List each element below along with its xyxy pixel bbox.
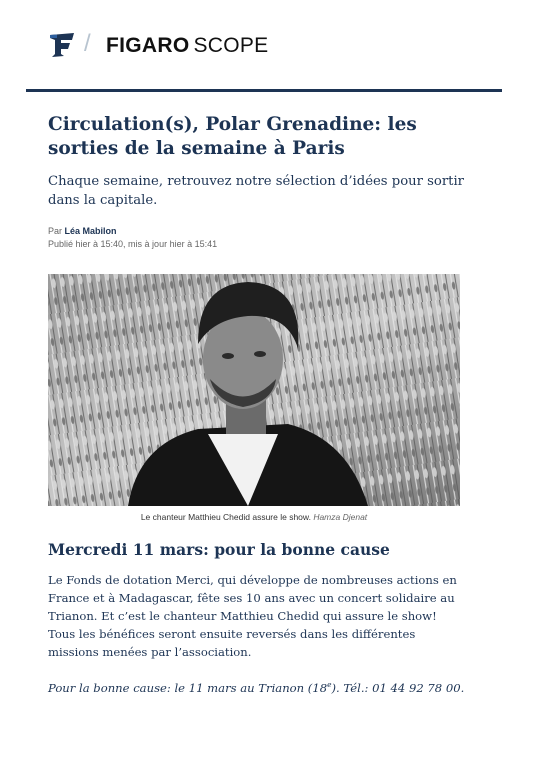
- event-info-sup: e: [327, 680, 332, 689]
- byline: [48, 225, 217, 251]
- author-link[interactable]: Léa Mabilon: [64, 226, 117, 236]
- photo-illustration: [48, 274, 460, 506]
- article-photo: [48, 274, 460, 506]
- article-lede: Chaque semaine, retrouvez notre sélection d’idées pour sortir dans la capitale.: [48, 174, 464, 208]
- byline-prefix: Par: [48, 226, 63, 236]
- event-info-phone: ). Tél.: 01 44 92 78 00.: [331, 680, 465, 695]
- brand-name-bold: FIGARO: [106, 34, 190, 57]
- photo-credit: Hamza Djenat: [313, 512, 368, 522]
- section-body: Le Fonds de dotation Merci, qui développe de nombreuses actions en France et à Madagascar, fête ses 10 ans avec un concert solidaire au Trianon. Et c’est le chanteur Matthieu Chedid qui assure le show! Tous les bénéfices seront ensuite reversés dans les différentes missions menées par l’association.: [48, 573, 457, 659]
- event-info: [48, 676, 464, 697]
- publish-date: Publié hier à 15:40, mis à jour hier à 15:41: [48, 239, 218, 249]
- brand-logo[interactable]: [106, 34, 269, 58]
- photo-caption: [48, 512, 460, 522]
- header-divider: [26, 89, 502, 92]
- event-info-text: Pour la bonne cause: le 11 mars au Trianon (18: [48, 680, 328, 695]
- logo-separator: /: [84, 30, 91, 57]
- site-header: [0, 0, 553, 90]
- caption-text: Le chanteur Matthieu Chedid assure le show.: [140, 512, 311, 522]
- section-heading: Mercredi 11 mars: pour la bonne cause: [48, 540, 390, 559]
- brand-name-light: SCOPE: [193, 34, 269, 57]
- article-title: Circulation(s), Polar Grenadine: les sorties de la semaine à Paris: [48, 114, 417, 159]
- figaro-f-logo-icon[interactable]: [48, 32, 76, 58]
